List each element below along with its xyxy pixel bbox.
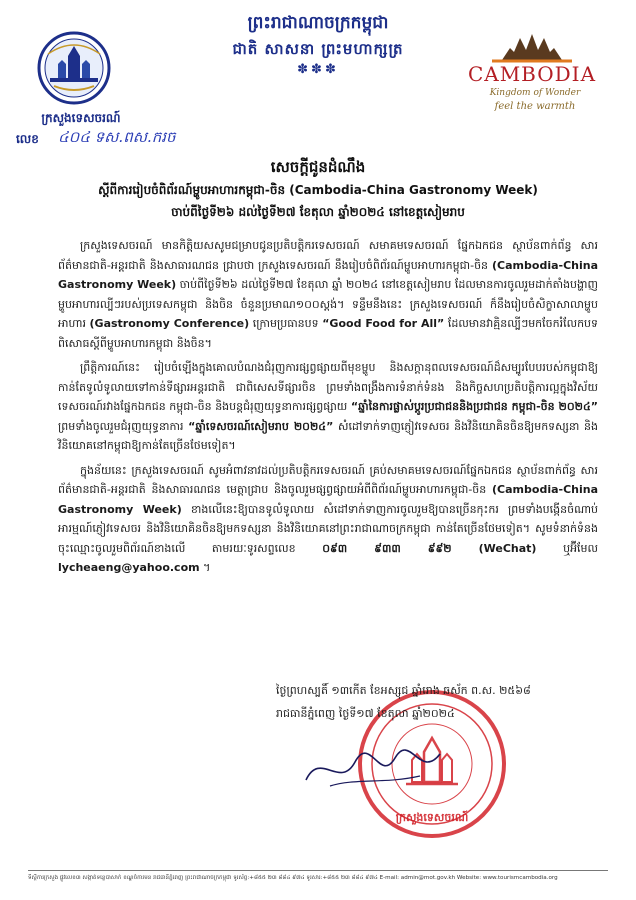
- p1-theme: “Good Food for All”: [322, 317, 445, 330]
- p2-text-a: ព្រឹត្តិការណ៍នេះ រៀបចំឡើងក្នុងគោលបំណងជំរុញការផ្សព្វផ្សាយពីមុខម្ហូប និងសក្តានុពលទេសចរណ៍ដ៏សម្បូរបែបរបស់កម្ពុជាឱ្យកាន់តែទូលំទូលាយទៅកាន់ទីផ្សារអន្តរជាតិ ជាពិសេសទីផ្សារចិន ព្រមទាំងពង្រឹងការទំនាក់ទំនង និងកិច្ចសហប្រតិបត្តិការល្អក្នុងវិស័យទេសចរណ៍រវាងផ្នែកឯកជន កម្ពុជា-ចិន និងបន្តជំរុញយុទ្ធនាការផ្សព្វផ្សាយ: [58, 361, 598, 413]
- signature-icon: [300, 740, 450, 800]
- notice-subject-english: (Cambodia-China Gastronomy Week): [289, 183, 538, 197]
- p1-conference-name: (Gastronomy Conference): [89, 317, 250, 330]
- p1-text-g: ដែលមានវាគ្មិនល្បីៗមកចែករំលែកបទពិសោធស្តីពីម្ហូបអាហារកម្ពុជា និងចិន។: [58, 317, 599, 350]
- solar-date: រាជធានីភ្នំពេញ ថ្ងៃទី១៧ ខែតុលា ឆ្នាំ២០២៤: [276, 707, 455, 720]
- paragraph-2: [58, 358, 598, 456]
- notice-subject: [40, 182, 596, 200]
- footer-contact: ទីស្តីការក្រសួង ផ្លូវលេខ៣ សង្កាត់ទន្លេបាសាក់ ខណ្ឌចំការមន រាជធានីភ្នំពេញ ព្រះរាជាណាចក្រកម្ពុជា ទូរស័ព្ទ:+៨៥៥ ២៣ ៨៨៤ ៩៧៤ ទូរសារ:+៨៥៥ ២៣ ៨៨៤ ៩៧៤ E-mail: admin@mot.gov.kh Website: www.tourismcambodia.org: [28, 875, 558, 881]
- p1-event-name: (Cambodia-China Gastronomy Week): [58, 258, 599, 291]
- p3-event-name: (Cambodia-China Gastronomy Week): [58, 483, 599, 516]
- p2-campaign-name: “ឆ្នាំនៃការផ្លាស់ប្តូរប្រជាជននិងប្រជាជន កម្ពុជា-ចិន ២០២៤”: [350, 400, 599, 413]
- footer-divider: [28, 870, 608, 871]
- ministry-name: ក្រសួងទេសចរណ៍: [41, 111, 121, 125]
- kingdom-title: ព្រះរាជាណាចក្រកម្ពុជា: [247, 13, 389, 33]
- brand-tagline: Kingdom of Wonder: [489, 88, 581, 98]
- p3-phone-number: ០៩៣ ៩៣៣ ៩៩២ (WeChat): [322, 541, 537, 555]
- tacteng-ornament-icon: ✽✽✽: [297, 62, 339, 77]
- p3-text-a: ក្នុងន័យនេះ ក្រសួងទេសចរណ៍ សូមអំពាវនាវដល់ប្រតិបត្តិករទេសចរណ៍ គ្រប់សមាគមទេសចរណ៍ផ្នែកឯកជន ស្ថាប័នពាក់ព័ន្ធ សារព័ត៌មានជាតិ-អន្តរជាតិ និងសាធារណជន មេត្តាជ្រាប និងចូលរួមផ្សព្វផ្សាយអំពីពិព័រណ៍ម្ហូបអាហារកម្ពុជា-ចិន: [58, 463, 598, 496]
- notice-subject-khmer: ស្តីពីការរៀបចំពិព័រណ៍ម្ហូបអាហារកម្ពុជា-ចិន: [98, 183, 286, 197]
- reference-number: ៤០៤ ទស.ពស.ករច: [58, 128, 176, 146]
- p2-siem-reap-year: “ឆ្នាំទេសចរណ៍សៀមរាប ២០២៤”: [188, 419, 334, 433]
- brand-tagline-secondary: feel the warmth: [494, 101, 576, 112]
- p1-text-e: ក្រោមប្រធានបទ: [252, 317, 319, 330]
- national-motto: ជាតិ សាសនា ព្រះមហាក្សត្រ: [232, 40, 404, 58]
- reference-label: លេខ: [16, 132, 39, 146]
- p3-text-c: ខាងលើនេះឱ្យបានទូលំទូលាយ សំដៅទាក់ទាញការចូលរួមឱ្យបានច្រើនកុះករ ព្រមទាំងបង្កើនចំណាប់អារម្មណ៍ភ្ញៀវទេសចរ និងវិនិយោគិនចិនឱ្យមកទស្សនា និងវិនិយោគនៅព្រះរាជាណាចក្រកម្ពុជា កាន់តែច្រើនថែមទៀត។ សូមទំនាក់ទំនងចុះឈ្មោះចូលរួមពិព័រណ៍ខាងលើ តាមរយៈទូរសព្ទលេខ: [58, 502, 599, 555]
- p2-text-c: ព្រមទាំងចូលរួមជំរុញយុទ្ធនាការ: [58, 419, 184, 433]
- seal-text: ក្រសួងទេសចរណ៍: [395, 811, 469, 824]
- ministry-of-tourism-logo-icon: [36, 30, 112, 108]
- p3-text-e: ឬអ៊ីមែល: [563, 541, 599, 555]
- p3-text-g: ។: [203, 561, 211, 574]
- notice-title: សេចក្តីជូនដំណឹង: [270, 158, 366, 176]
- lunar-date: ថ្ងៃព្រហស្បតិ៍ ១៣កើត ខែអស្សុជ ឆ្នាំរោង ឆស័ក ព.ស. ២៥៦៨: [276, 684, 531, 697]
- p1-text-c: ចាប់ពីថ្ងៃទី២៦ ដល់ថ្ងៃទី២៧ ខែតុលា ឆ្នាំ ២០២៤ នៅខេត្តសៀមរាប ដែលមានការចូលរួមដាក់តាំងបង្ហាញម្ហូបអាហារល្បីៗរបស់ប្រទេសកម្ពុជា និងចិន ចំនួនប្រមាណ១០០ស្តង់។ ទន្ទឹមនឹងនេះ ក្រសួងទេសចរណ៍ ក៏នឹងរៀបចំសិក្ខាសាលាម្ហូបអាហារ: [58, 278, 598, 330]
- notice-body: [58, 236, 598, 583]
- p1-text-a: ក្រសួងទេសចរណ៍ មានកិត្តិយសសូមជម្រាបជូនប្រតិបត្តិករទេសចរណ៍ សមាគមទេសចរណ៍ ផ្នែកឯកជន ស្ថាប័នពាក់ព័ន្ធ សារព័ត៌មានជាតិ-អន្តរជាតិ និងសាធារណជន ជ្រាបថា ក្រសួងទេសចរណ៍ នឹងរៀបចំពិព័រណ៍ម្ហូបអាហារកម្ពុជា-ចិន: [58, 239, 598, 272]
- brand-name: CAMBODIA: [467, 62, 597, 86]
- paragraph-1: [58, 236, 598, 353]
- paragraph-3: [58, 461, 598, 578]
- notice-period: ចាប់ពីថ្ងៃទី២៦ ដល់ថ្ងៃទី២៧ ខែតុលា ឆ្នាំ២០២៤ នៅខេត្តសៀមរាប: [171, 205, 465, 219]
- p3-email-address: lycheaeng@yahoo.com: [58, 561, 200, 574]
- p2-text-e: សំដៅទាក់ទាញភ្ញៀវទេសចរ និងវិនិយោគិនចិនឱ្យមកទស្សនា និងវិនិយោគនៅកម្ពុជាឱ្យកាន់តែច្រើនថែមទៀត។: [58, 419, 598, 452]
